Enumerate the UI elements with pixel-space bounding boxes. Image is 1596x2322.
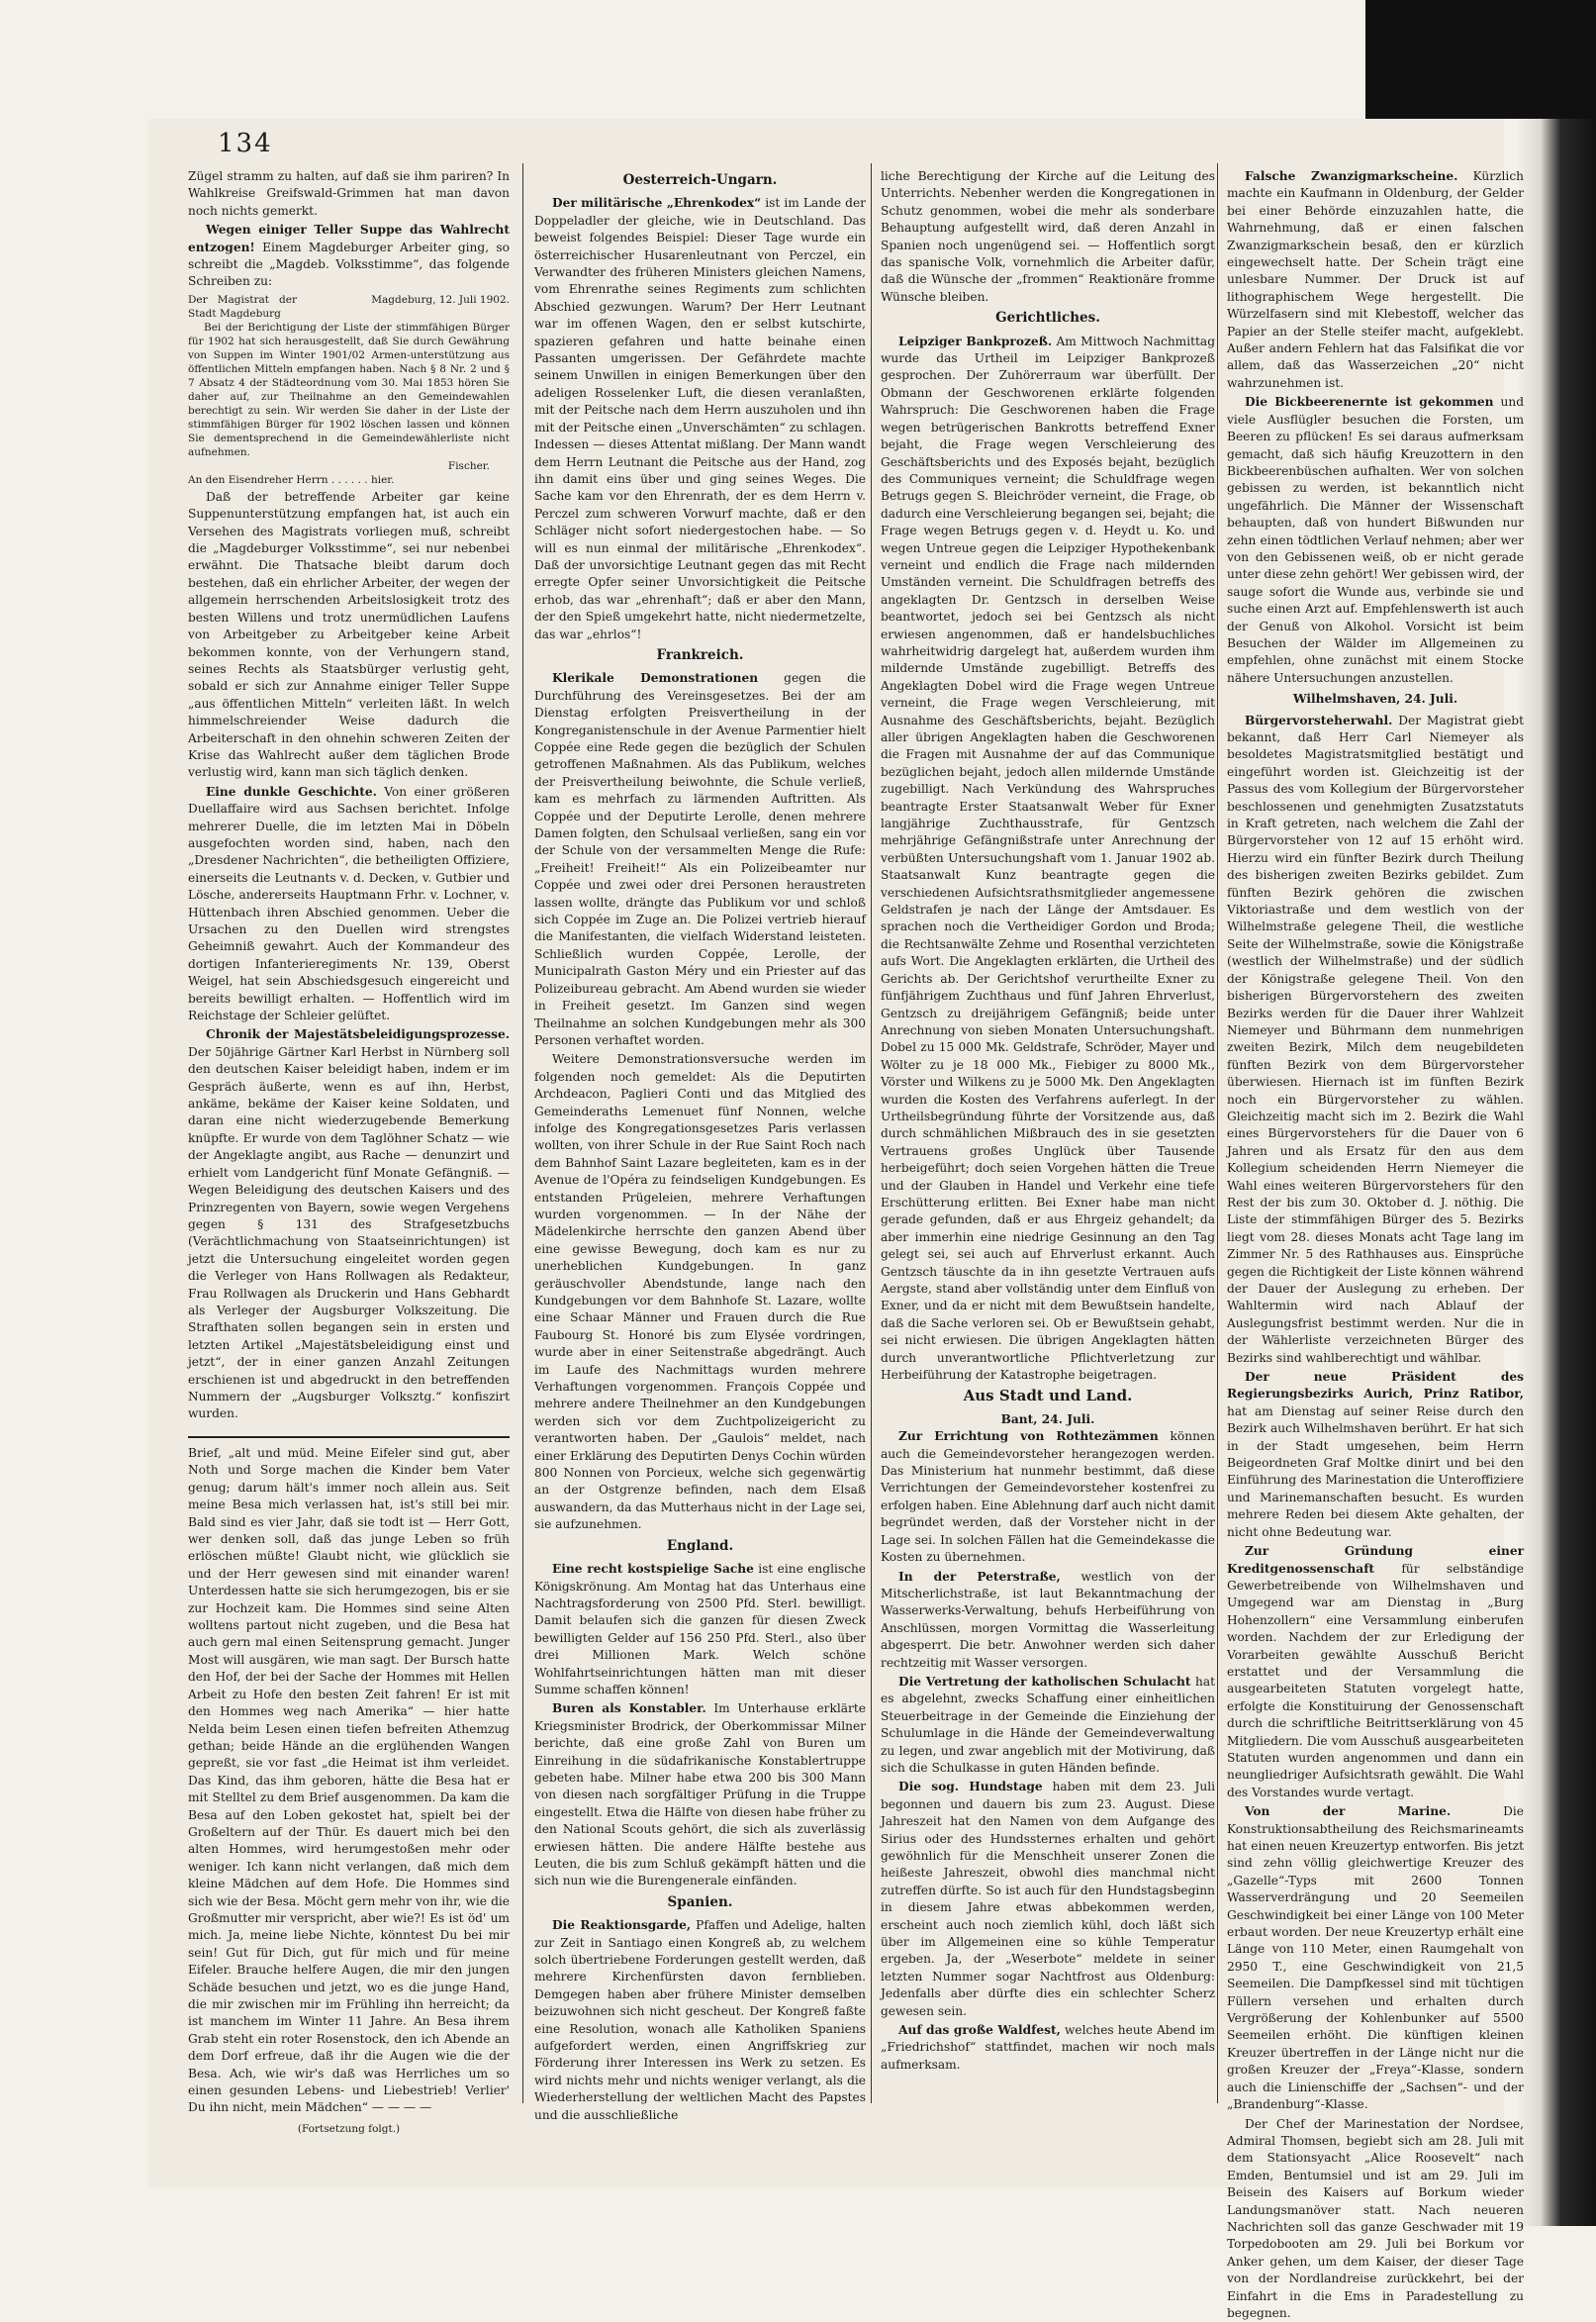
paragraph: Die Reaktionsgarde, Pfaffen und Adelige, halten zur Zeit in Santiago einen Kongreß ab, zu welchem solch übertriebene Forderungen gestellt werden, daß mehrere Kirchenfürsten davon fernblieben. Demgegen haben aber frühere Minister demselben beizuwohnen sich nicht gescheut. Der Kongreß faßte eine Resolution, wonach alle Katholiken Spaniens aufgefordert werden, einen Angriffskrieg zur Förderung ihrer Interessen ins Werk zu setzen. Es wird nichts mehr und nichts weniger verlangt, als die Wiederherstellung der weltlichen Macht des Papstes und die ausschließliche <box>534 1917 866 2124</box>
paragraph-lead: Wegen einiger Teller Suppe das Wahlrecht entzogen! <box>188 223 510 253</box>
column-rule <box>871 163 872 2103</box>
paragraph: Auf das große Waldfest, welches heute Abend im „Friedrichshof“ stattfindet, machen wir noch mals aufmerksam. <box>881 2022 1215 2074</box>
column-4 <box>1227 168 1524 2187</box>
letter-sender: Der Magistrat der Stadt Magdeburg <box>188 293 297 321</box>
paragraph: Zur Gründung einer Kreditgenossenschaft für selbständige Gewerbetreibende von Wilhelmshaven und Umgegend war am Dienstag in „Burg Hohenzollern“ eine Versammlung einberufen worden. Nachdem der zur Erledigung der Vorarbeiten gewählte Ausschuß Bericht erstattet und der Versammlung die ausgearbeiteten Statuten vorgelegt hatte, erfolgte die Konstituirung der Genossenschaft durch die schriftliche Beitrittserklärung von 45 Mitgliedern. Die vom Ausschuß ausgearbeiteten Statuten wurden angenommen und dann ein neungliedriger Aufsichtsrath gewählt. Die Wahl des Vorstandes wurde vertagt. <box>1227 1543 1524 1801</box>
paragraph: Zügel stramm zu halten, auf daß sie ihm pariren? In Wahlkreise Greifswald-Grimmen hat man davon noch nichts gemerkt. <box>188 168 510 220</box>
paragraph: Der militärische „Ehrenkodex“ ist im Lande der Doppeladler der gleiche, wie in Deutschland. Das beweist folgendes Beispiel: Dieser Tage wurde ein österreichischer Husarenleutnant von Perczel, ein Verwandter des früheren Ministers gleichen Namens, vom Ehrenrathe seines Regiments zum schlichten Abschied gezwungen. Warum? Der Herr Leutnant war im offenen Wagen, den er selbst kutschirte, spazieren gefahren und hatte beinahe einen Passanten umgerissen. Der Gefährdete machte seinem Unwillen in einigen Bemerkungen über den adeligen Rosselenker Luft, die diesen veranlaßten, mit der Peitsche nach dem Herrn auszuholen und ihn mit der Peitsche einen „Unverschämten“ zu schlagen. Indessen — dieses Attentat mißlang. Der Mann wandt dem Herrn Leutnant die Peitsche aus der Hand, zog ihn damit eins über und ging seines Weges. Die Sache kam vor den Ehrenrath, der es dem Herrn v. Perczel zum schweren Vorwurf machte, daß er den Schläger nicht sofort niedergestochen habe. — So will es nun einmal der militärische „Ehrenkodex“. Daß der unvorsichtige Leutnant gegen das mit Recht erregte Opfer seiner Unvorsichtigkeit die Peitsche erhob, das war „ehrenhaft“; daß er aber den Mann, der den Spieß umgekehrt hatte, nicht niedermetzelte, das war „ehrlos“! <box>534 195 866 643</box>
scan-edge-top <box>1365 0 1596 119</box>
paragraph: Wegen einiger Teller Suppe das Wahlrecht entzogen! Einem Magdeburger Arbeiter ging, so schreibt die „Magdeb. Volksstimme“, das folgende Schreiben zu: <box>188 222 510 291</box>
paragraph: Leipziger Bankprozeß. Am Mittwoch Nachmittag wurde das Urtheil im Leipziger Bankprozeß gesprochen. Der Zuhörerraum war überfüllt. Der Obmann der Geschworenen erklärte folgenden Wahrspruch: Die Geschworenen haben die Frage wegen betrügerischen Bankrotts betreffend Exner bejaht, die Frage wegen Verschleierung des Geschäftsberichts und des Exposés bejaht, bezüglich des Communiques verneint; die Schuldfrage wegen Betrugs gegen S. Bleichröder verneint, die Frage, ob dadurch eine Verschleierung begangen sei, bejaht; die Frage wegen Betrugs gegen v. d. Heydt u. Ko. und wegen Untreue gegen die Leipziger Hypothekenbank verneint und endlich die Frage nach mildernden Umständen verneint. Die Schuldfragen betreffs des angeklagten Dr. Gentzsch in derselben Weise beantwortet, jedoch sei bei Gentzsch als nicht erwiesen angenommen, daß er handelsbuchliches wahrheitwidrig dargelegt hat, außerdem wurden ihm mildernde Umstände zugebilligt. Betreffs des Angeklagten Dobel wird die Frage wegen Untreue verneint, die Frage wegen Verschleierung, mit Ausnahme des Geschäftsberichts, bejaht. Bezüglich aller übrigen Angeklagten haben die Geschworenen die Fragen mit Ausnahme der auf das Communique bezüglichen bejaht, jedoch allen mildernde Umstände zugebilligt. Nach Verkündung des Wahrspruches beantragte Erster Staatsanwalt Weber für Exner langjährige Zuchthausstrafe, für Gentzsch mehrjährige Gefängnißstrafe unter Anrechnung der verbüßten Untersuchungshaft vom 1. Januar 1902 ab. Staatsanwalt Kunz beantragte gegen die verschiedenen Aufsichtsrathsmitglieder angemessene Geldstrafen je nach der Länge der Amtsdauer. Es sprachen noch die Vertheidiger Gordon und Broda; die Rechtsanwälte Zehme und Rosenthal verzichteten aufs Wort. Die Angeklagten erklärten, die Urtheil des Gerichts ab. Der Gerichtshof verurtheilte Exner zu fünfjährigem Zuchthaus und fünf Jahren Ehrverlust, Gentzsch zu dreijährigem Gefängniß; beide unter Anrechnung von sieben Monaten Untersuchungshaft. Dobel zu 15 000 Mk. Geldstrafe, Schröder, Mayer und Wölter zu je 18 000 Mk., Fiebiger zu 8000 Mk., Vörster und Wilkens zu je 5000 Mk. Den Angeklagten wurden die Kosten des Verfahrens auferlegt. In der Urtheilsbegründung führte der Vorsitzende aus, daß durch schmählichen Mißbrauch des in sie gesetzten Vertrauens großes Unglück über Tausende herbeigeführt; doch seien Vorgehen hätten die Treue und der Glauben in Handel und Verkehr eine tiefe Erschütterung erlitten. Bei Exner habe man nicht gerade gefunden, daß er aus Ehrgeiz gehandelt; da aber immerhin eine niedrige Gesinnung an den Tag gelegt sei, sei auch auf Ehrverlust erkannt. Auch Gentzsch täuschte da in ihn gesetzte Vertrauen aufs Aergste, stand aber vollständig unter dem Einfluß von Exner, und da er nicht mit dem Bewußtsein handelte, daß die Sache verloren sei. Ob er Bewußtsein gehabt, sei nicht erwiesen. Die übrigen Angeklagten hätten durch unverantwortliche Pflichtverletzung zur Herbeiführung der Katastrophe beigetragen. <box>881 334 1215 1385</box>
feuilleton-column <box>188 1445 510 2207</box>
letter-signature: Fischer. <box>188 459 510 473</box>
section-heading-court: Gerichtliches. <box>881 310 1215 327</box>
paragraph: Eine dunkle Geschichte. Von einer größeren Duellaffaire wird aus Sachsen berichtet. Infolge mehrerer Duelle, die im letzten Mai in Döbeln ausgefochten worden sind, haben, nach den „Dresdener Nachrichten“, die betheiligten Offiziere, einerseits die Leutnants v. d. Decken, v. Gutbier und Lösche, andererseits Hauptmann Frhr. v. Lochner, v. Hüttenbach ihren Abschied genommen. Ueber die Ursachen zu den Duellen wird strengstes Geheimniß gewahrt. Auch der Kommandeur des dortigen Infanterieregiments Nr. 139, Oberst Weigel, hat sein Abschiedsgesuch eingereicht und bereits bewilligt erhalten. — Hoffentlich wird im Reichstage der Schleier gelüftet. <box>188 784 510 1025</box>
paragraph: Der neue Präsident des Regierungsbezirks Aurich, Prinz Ratibor, hat am Dienstag auf seiner Reise durch den Bezirk auch Wilhelmshaven berührt. Er hat sich in der Stadt umgesehen, beim Herrn Beigeordneten Graf Moltke dinirt und bei den Einführung des Marinestation die Unteroffiziere und Marinemanschaften besucht. Es wurden mehrere Reden bei diesem Akte gehalten, der nicht ohne Bedeutung war. <box>1227 1369 1524 1541</box>
paragraph-lead: Chronik der Majestätsbeleidigungsprozesse. <box>206 1027 510 1041</box>
paragraph-lead: Eine dunkle Geschichte. <box>206 785 377 799</box>
column-rule <box>1217 163 1218 2103</box>
paragraph: Bürgervorsteherwahl. Der Magistrat giebt bekannt, daß Herr Carl Niemeyer als besoldetes Magistratsmitglied bestätigt und eingeführt worden ist. Gleichzeitig ist der Passus des vom Kollegium der Bürgervorsteher beschlossenen und genehmigten Zusatzstatuts in Kraft getreten, nach welchem die Zahl der Bürgervorsteher von 12 auf 15 erhöht wird. Hierzu wird ein fünfter Bezirk durch Theilung des bisherigen zweiten Bezirks gebildet. Zum fünften Bezirk gehören die zwischen Viktoriastraße und dem westlich von der Wilhelmstraße gelegene Theil, die westliche Seite der Wilhelmstraße, sowie die Königstraße (westlich der Wilhelmstraße) und der südlich der Königstraße gelegene Theil. Von den bisherigen Bürgervorstehern des zweiten Bezirks werden für die Dauer ihrer Wahlzeit Niemeyer und Bührmann dem nunmehrigen zweiten Bezirk, Milch dem neugebildeten fünften Bezirk von dem Bürgervorsteher überwiesen. Hiernach ist im fünften Bezirk noch ein Bürgervorsteher zu wählen. Gleichzeitig macht sich im 2. Bezirk die Wahl eines Bürgervorstehers für die Dauer von 6 Jahren und als Ersatz für den aus dem Kollegium scheidenden Herrn Niemeyer die Wahl eines weiteren Bürgervorstehers für den Rest der bis zum 30. Oktober d. J. nöthig. Die Liste der stimmfähigen Bürger des 5. Bezirks liegt vom 28. dieses Monats acht Tage lang im Zimmer Nr. 5 des Rathhauses aus. Einsprüche gegen die Richtigkeit der Liste können während der Dauer der Auslegung zu erheben. Der Wahltermin wird nach Ablauf der Auslegungsfrist bestimmt werden. Nur die in der Wählerliste verzeichneten Bürger des Bezirks sind wahlberechtigt und wählbar. <box>1227 713 1524 1367</box>
page-number: 134 <box>218 129 273 158</box>
section-heading-france: Frankreich. <box>534 647 866 664</box>
paragraph: Buren als Konstabler. Im Unterhause erklärte Kriegsminister Brodrick, der Oberkommissar Milner berichte, daß eine große Zahl von Buren um Einreihung in die südafrikanische Konstablertruppe gebeten habe. Milner habe etwa 200 bis 300 Mann von diesen nach sorgfältiger Prüfung in die Truppe eingestellt. Etwa die Hälfte von diesen habe früher zu den National Scouts gehört, die sich als zuverlässig erwiesen hätten. Die andere Hälfte bestehe aus Leuten, die bis zum Schluß gekämpft hätten und die sich nun wie die Burengenerale einfänden. <box>534 1700 866 1889</box>
section-heading-england: England. <box>534 1538 866 1555</box>
paragraph: Von der Marine. Die Konstruktionsabtheilung des Reichsmarineamts hat einen neuen Kreuzertyp entworfen. Bis jetzt sind zehn völlig gleichwertige Kreuzer des „Gazelle“-Typs mit 2600 Tonnen Wasserverdrängung und 20 Seemeilen Geschwindigkeit bei einer Länge von 100 Meter erbaut worden. Der neue Kreuzertyp erhält eine Länge von 110 Meter, einen Raumgehalt von 2950 T., eine Geschwindigkeit von 21,5 Seemeilen. Die Dampfkessel sind mit tüchtigen Füllern versehen und erhalten durch Vergrößerung der Kohlenbunker auf 5500 Seemeilen erhöht. Die künftigen kleinen Kreuzer übertreffen in der Länge nicht nur die großen Kreuzer der „Freya“-Klasse, sondern auch die Linienschiffe der „Sachsen“- und der „Brandenburg“-Klasse. <box>1227 1803 1524 2113</box>
scan-edge-right <box>1517 0 1596 2226</box>
column-rule <box>522 163 523 2103</box>
letter-date: Magdeburg, 12. Juli 1902. <box>371 293 510 321</box>
paragraph: Falsche Zwanzigmarkscheine. Kürzlich machte ein Kaufmann in Oldenburg, der Gelder bei einer Behörde einzuzahlen hatte, die Wahrnehmung, daß er einen falschen Zwanzigmarkschein besaß, den er kürzlich eingewechselt hatte. Der Schein trägt eine unlesbare Nummer. Der Druck ist auf lithographischem Wege hergestellt. Die Würzelfasern sind mit Klebestoff, welcher das Papier an der Stelle steifer macht, aufgeklebt. Außer andern Fehlern hat das Falsifikat die vor allem, daß das Wasserzeichen „20“ nicht wahrzunehmen ist. <box>1227 168 1524 392</box>
continuation-note: (Fortsetzung folgt.) <box>188 2121 510 2138</box>
paragraph: Klerikale Demonstrationen gegen die Durchführung des Vereinsgesetzes. Bei der am Dienstag erfolgten Preisvertheilung in der Kongreganistenschule in der Avenue Parmentier hielt Coppée eine Rede gegen die bezüglich der Schulen getroffenen Maßnahmen. Als das Publikum, welches der Preisvertheilung beiwohnte, die Schule verließ, kam es mehrfach zu lärmenden Auftritten. Als Coppée und der Deputirte Lerolle, denen mehrere Damen folgten, den Schulsaal verließen, sang ein vor der Schule von der versammelten Menge die Rufe: „Freiheit! Freiheit!“ Als ein Polizeibeamter nur Coppée und zwei oder drei Personen heraustreten lassen wollte, drängte das Publikum vor und schloß sich Coppée im Zuge an. Die Polizei vertrieb hierauf die Manifestanten, die vielfach Widerstand leisteten. Schließlich wurden Coppée, Lerolle, der Municipalrath Gaston Méry und ein Priester auf das Polizeibureau gebracht. Am Abend wurden sie wieder in Freiheit gesetzt. Im Ganzen sind wegen Theilnahme an solchen Kundgebungen mehr als 300 Personen verhaftet worden. <box>534 670 866 1049</box>
dateline: Bant, 24. Juli. <box>881 1411 1215 1428</box>
column-3 <box>881 168 1215 2187</box>
paragraph: Weitere Demonstrationsversuche werden im folgenden noch gemeldet: Als die Deputirten Archdeacon, Paglieri Conti und das Mitglied des Gemeinderaths Lemenuet fünf Nonnen, welche infolge des Kongregationsgesetzes Paris verlassen wollten, von ihrer Schule in der Rue Saint Roch nach dem Bahnhof Saint Lazare begleiteten, kam es in der Avenue de l'Opéra zu feindseligen Kundgebungen. Es entstanden Prügeleien, mehrere Verhaftungen wurden vorgenommen. — In der Nähe der Mädelenkirche herrschte den ganzen Abend über eine gewisse Bewegung, doch kam es nur zu unerheblichen Kundgebungen. In ganz geräuschvoller Abendstunde, lange nach den Kundgebungen vor dem Bahnhofe St. Lazare, wollte eine Schaar Männer und Frauen durch die Rue Faubourg St. Honoré bis zum Elysée vordringen, wurde aber in einer Seitenstraße abgedrängt. Auch im Laufe des Nachmittags wurden mehrere Verhaftungen vorgenommen. François Coppée und mehrere andere Theilnehmer an den Kundgebungen werden sich vor dem Zuchtpolizeigericht zu verantworten haben. Der „Gaulois“ meldet, nach einer Erklärung des Deputirten Denys Cochin würden 800 Nonnen von Porcieux, welche sich gegenwärtig an der Ostgrenze befinden, nach dem Elsaß auswandern, da das Mutterhaus nicht in der Lage sei, sie aufzunehmen. <box>534 1051 866 1533</box>
section-heading-local: Aus Stadt und Land. <box>881 1388 1215 1404</box>
feuilleton-rule <box>188 1436 510 1438</box>
section-heading-spain: Spanien. <box>534 1894 866 1911</box>
paragraph: Daß der betreffende Arbeiter gar keine Suppenunterstützung empfangen hat, ist auch ein Versehen des Magistrats vorliegen muß, schreibt die „Magdeburger Volksstimme“, sei nur nebenbei erwähnt. Die Thatsache bleibt darum doch bestehen, daß ein ehrlicher Arbeiter, der wegen der allgemein herrschenden Arbeitslosigkeit trotz des besten Willens und trotz unermüdlichen Laufens von Arbeitgeber zu Arbeitgeber keine Arbeit bekommen konnte, von der Verhungern stand, seines Rechts als Staatsbürger verlustig geht, sobald er sich zur Annahme einiger Teller Suppe „aus öffentlichen Mitteln“ verleiten läßt. In welch himmelschreiender Weise dadurch die Arbeiterschaft in den ohnehin schweren Zeiten der Krise das Wahlrecht außer dem täglichen Brode verlustig wird, kann man sich täglich denken. <box>188 489 510 782</box>
section-heading-austria: Oesterreich-Ungarn. <box>534 172 866 189</box>
column-2 <box>534 168 866 2197</box>
feuilleton-text: Brief, „alt und müd. Meine Eifeler sind gut, aber Noth und Sorge machen die Kinder bem Vater genug; darum hält's immer noch allein aus. Seit meine Besa mich verlassen hat, ist's still bei mir. Bald sind es vier Jahr, daß sie todt ist — Herr Gott, wer denken soll, daß das junge Leben so früh erlöschen müßte! Glaubt nicht, wie glücklich sie und der Herr gewesen sind mit einander waren! Unterdessen hatte sie sich herumgezogen, bis er sie zur Hochzeit kam. Die Hommes sind seine Alten wolltens partout nicht zugeben, und die Besa hat auch gern mal einen Seitensprung gemacht. Junger Most will ausgären, wie man sagt. Der Bursch hatte den Hof, der bei der Sache der Hommes mit Hellen Arbeit zu Hofe den besten Zeit fahren! Er ist mit den Hommes weg nach Amerika“ — hier hatte Nelda beim Lesen einen tiefen befreiten Athemzug gethan; beide Hände an die erglühenden Wangen gepreßt, sie vor fast „die Heimat ist ihm verleidet. Das Kind, das ihm geboren, hätte die Besa hat er mit Stelltel zu dem Brief ausgenommen. Da kam die Besa auf den Loben gekostet hat, spielt bei der Großeltern auf der Thür. Es dauert mich bei den alten Hommes, wird herumgestoßen mehr oder weniger. Ich kann nicht verlangen, daß mich dem kleine Mädchen auf dem Hofe. Die Hommes sind sich wie der Besa. Möcht gern mehr von ihr, wie die Großmutter mir verspricht, aber wie?! Es ist öd' um mich. Ja, meine liebe Nichte, könntest Du bei mir sein! Gut für Dich, gut für mich und für meine Eifeler. Brauche helfere Augen, die mir den jungen Schäde besuchen und jetzt, wo es die junge Hand, die mir zwischen mir im Frühling ihn herreicht; da ist manchem im Winter 11 Jahre. An Besa ihrem Grab steht ein roter Rosenstock, den ich Abende an dem Dorf erfreue, daß ihr die Augen wie die der Besa. Ach, wie wir's daß was Herrliches um so einen gesunden Lebens- und Liebestrieb! Verlier' Du ihn nicht, mein Mädchen“ — — — — <box>188 1445 510 2117</box>
dateline: Wilhelmshaven, 24. Juli. <box>1227 691 1524 708</box>
paragraph: Eine recht kostspielige Sache ist eine englische Königskrönung. Am Montag hat das Unterhaus eine Nachtragsforderung von 2500 Pfd. Sterl. bewilligt. Damit belaufen sich die ganzen für diesen Zweck bewilligten Gelder auf 156 250 Pfd. Sterl., also über drei Millionen Mark. Welch schöne Wohlfahrtseinrichtungen hätten man mit dieser Summe schaffen können! <box>534 1561 866 1698</box>
official-letter <box>188 293 510 487</box>
paragraph: In der Peterstraße, westlich von der Mitscherlichstraße, ist laut Bekanntmachung der Wasserwerks-Verwaltung, behufs Herbeiführung von Anschlüssen, morgen Vormittag die Wasserleitung abgesperrt. Die betr. Anwohner werden sich daher rechtzeitig mit Wasser versorgen. <box>881 1569 1215 1672</box>
paragraph: Der Chef der Marinestation der Nordsee, Admiral Thomsen, begiebt sich am 28. Juli mit dem Stationsyacht „Alice Roosevelt“ nach Emden, Bentumsiel und ist am 29. Juli im Beisein des Kaisers auf Borkum wieder Landungsmanöver statt. Nach neueren Nachrichten soll das ganze Geschwader mit 19 Torpedobooten am 29. Juli bei Borkum vor Anker gehen, um dem Kaiser, der dieser Tage von der Nordlandreise zurückkehrt, bei der Einfahrt in die Ems in Paradestellung zu begegnen. <box>1227 2116 1524 2322</box>
paragraph: Die sog. Hundstage haben mit dem 23. Juli begonnen und dauern bis zum 23. August. Diese Jahreszeit hat den Namen von dem Aufgange des Sirius oder des Hundssternes erhalten und gehört gewöhnlich für die Menschheit unserer Zonen die heißeste Jahreszeit, obwohl dies manchmal nicht zutreffen dürfte. So ist auch für den Hundstagsbeginn in diesem Jahre etwas abbekommen werden, erscheint auch noch ziemlich kühl, doch läßt sich über im Allgemeinen eine so kühle Temperatur ergeben. Ja, der „Weserbote“ meldete in seiner letzten Nummer sogar Nachtfrost aus Oldenburg: Jedenfalls aber dürfte dies ein schlechter Scherz gewesen sein. <box>881 1779 1215 2020</box>
paragraph: Die Bickbeerenernte ist gekommen und viele Ausflügler besuchen die Forsten, um Beeren zu pflücken! Es sei daraus aufmerksam gemacht, daß sich häufig Kreuzottern in den Bickbeerenbüschen aufhalten. Wer von solchen gebissen zu werden, ist bekanntlich nicht ungefährlich. Die Männer der Wissenschaft behaupten, daß von hundert Bißwunden nur zehn einen tödtlichen Verlauf nehmen; aber wer von den Gebissenen weiß, ob er nicht gerade unter diese zehn gehört! Wer gebissen wird, der sauge sofort die Wunde aus, verbinde sie und suche einen Arzt auf. Empfehlenswerth ist auch der Genuß von Alkohol. Vorsicht ist beim Besuchen der Wälder im Allgemeinen zu empfehlen, ohne zunächst mit einem Stocke nähere Untersuchungen anzustellen. <box>1227 394 1524 687</box>
letter-recipient: An den Eisendreher Herrn . . . . . . hier. <box>188 473 510 487</box>
paragraph: liche Berechtigung der Kirche auf die Leitung des Unterrichts. Nebenher werden die Kongregationen in Schutz genommen, wobei die mehr als sonderbare Behauptung aufgestellt wird, daß deren Anzahl in Spanien noch ungenügend sei. — Hoffentlich sorgt das spanische Volk, vornehmlich die Arbeiter dafür, daß die Wünsche der „frommen“ Reaktionäre fromme Wünsche bleiben. <box>881 168 1215 306</box>
paragraph: Die Vertretung der katholischen Schulacht hat es abgelehnt, zwecks Schaffung einer einheitlichen Steuerbeitrage in der Gemeinde die Einziehung der Schulumlage in die Hände der Gemeindeverwaltung zu legen, und zwar angeblich mit der Motivirung, daß sich die Schulkasse in guten Händen befinde. <box>881 1674 1215 1777</box>
paragraph: Chronik der Majestätsbeleidigungsprozesse. Der 50jährige Gärtner Karl Herbst in Nürnberg soll den deutschen Kaiser beleidigt haben, indem er im Gespräch äußerte, wenn es auf ihn, Herbst, ankäme, bekäme der Kaiser keine Soldaten, und daran eine nicht wiederzugebende Bemerkung knüpfte. Er wurde von dem Taglöhner Schatz — wie der Angeklagte angibt, aus Rache — denunzirt und erhielt vom Landgericht fünf Monate Gefängniß. — Wegen Beleidigung des deutschen Kaisers und des Prinzregenten von Bayern, sowie wegen Vergehens gegen § 131 des Strafgesetzbuchs (Verächtlichmachung von Staatseinrichtungen) ist jetzt die Untersuchung eingeleitet worden gegen die Verleger von Hans Rollwagen als Redakteur, Frau Rollwagen als Druckerin und Hans Gebhardt als Verleger der Augsburger Volkszeitung. Die Strafthaten sollen begangen sein in ersten und letzten Artikel „Majestätsbeleidigung einst und jetzt“, der in einer ganzen Anzahl Zeitungen erschienen ist und abgedruckt in den betreffenden Nummern der „Augsburger Volksztg.“ konfiszirt wurden. <box>188 1026 510 1422</box>
letter-body: Bei der Berichtigung der Liste der stimmfähigen Bürger für 1902 hat sich herausgestellt, daß Sie durch Gewährung von Suppen im Winter 1901/02 Armen-unterstützung aus öffentlichen Mitteln empfangen haben. Nach § 8 Nr. 2 und § 7 Absatz 4 der Städteordnung vom 30. Mai 1853 hören Sie daher auf, zur Theilnahme an den Gemeindewahlen berechtigt zu sein. Wir werden Sie daher in der Liste der stimmfähigen Bürger für 1902 löschen lassen und können Sie dementsprechend in die Gemeindewählerliste nicht aufnehmen. <box>188 321 510 459</box>
paragraph: Zur Errichtung von Rothtezämmen können auch die Gemeindevorsteher herangezogen werden. Das Ministerium hat nunmehr bestimmt, daß diese Verrichtungen der Gemeindevorsteher kostenfrei zu erfolgen haben. Eine Ablehnung darf auch nicht damit begründet werden, daß der Vorsteher nicht in der Lage sei. In solchen Fällen hat die Gemeindekasse die Kosten zu übernehmen. <box>881 1428 1215 1566</box>
